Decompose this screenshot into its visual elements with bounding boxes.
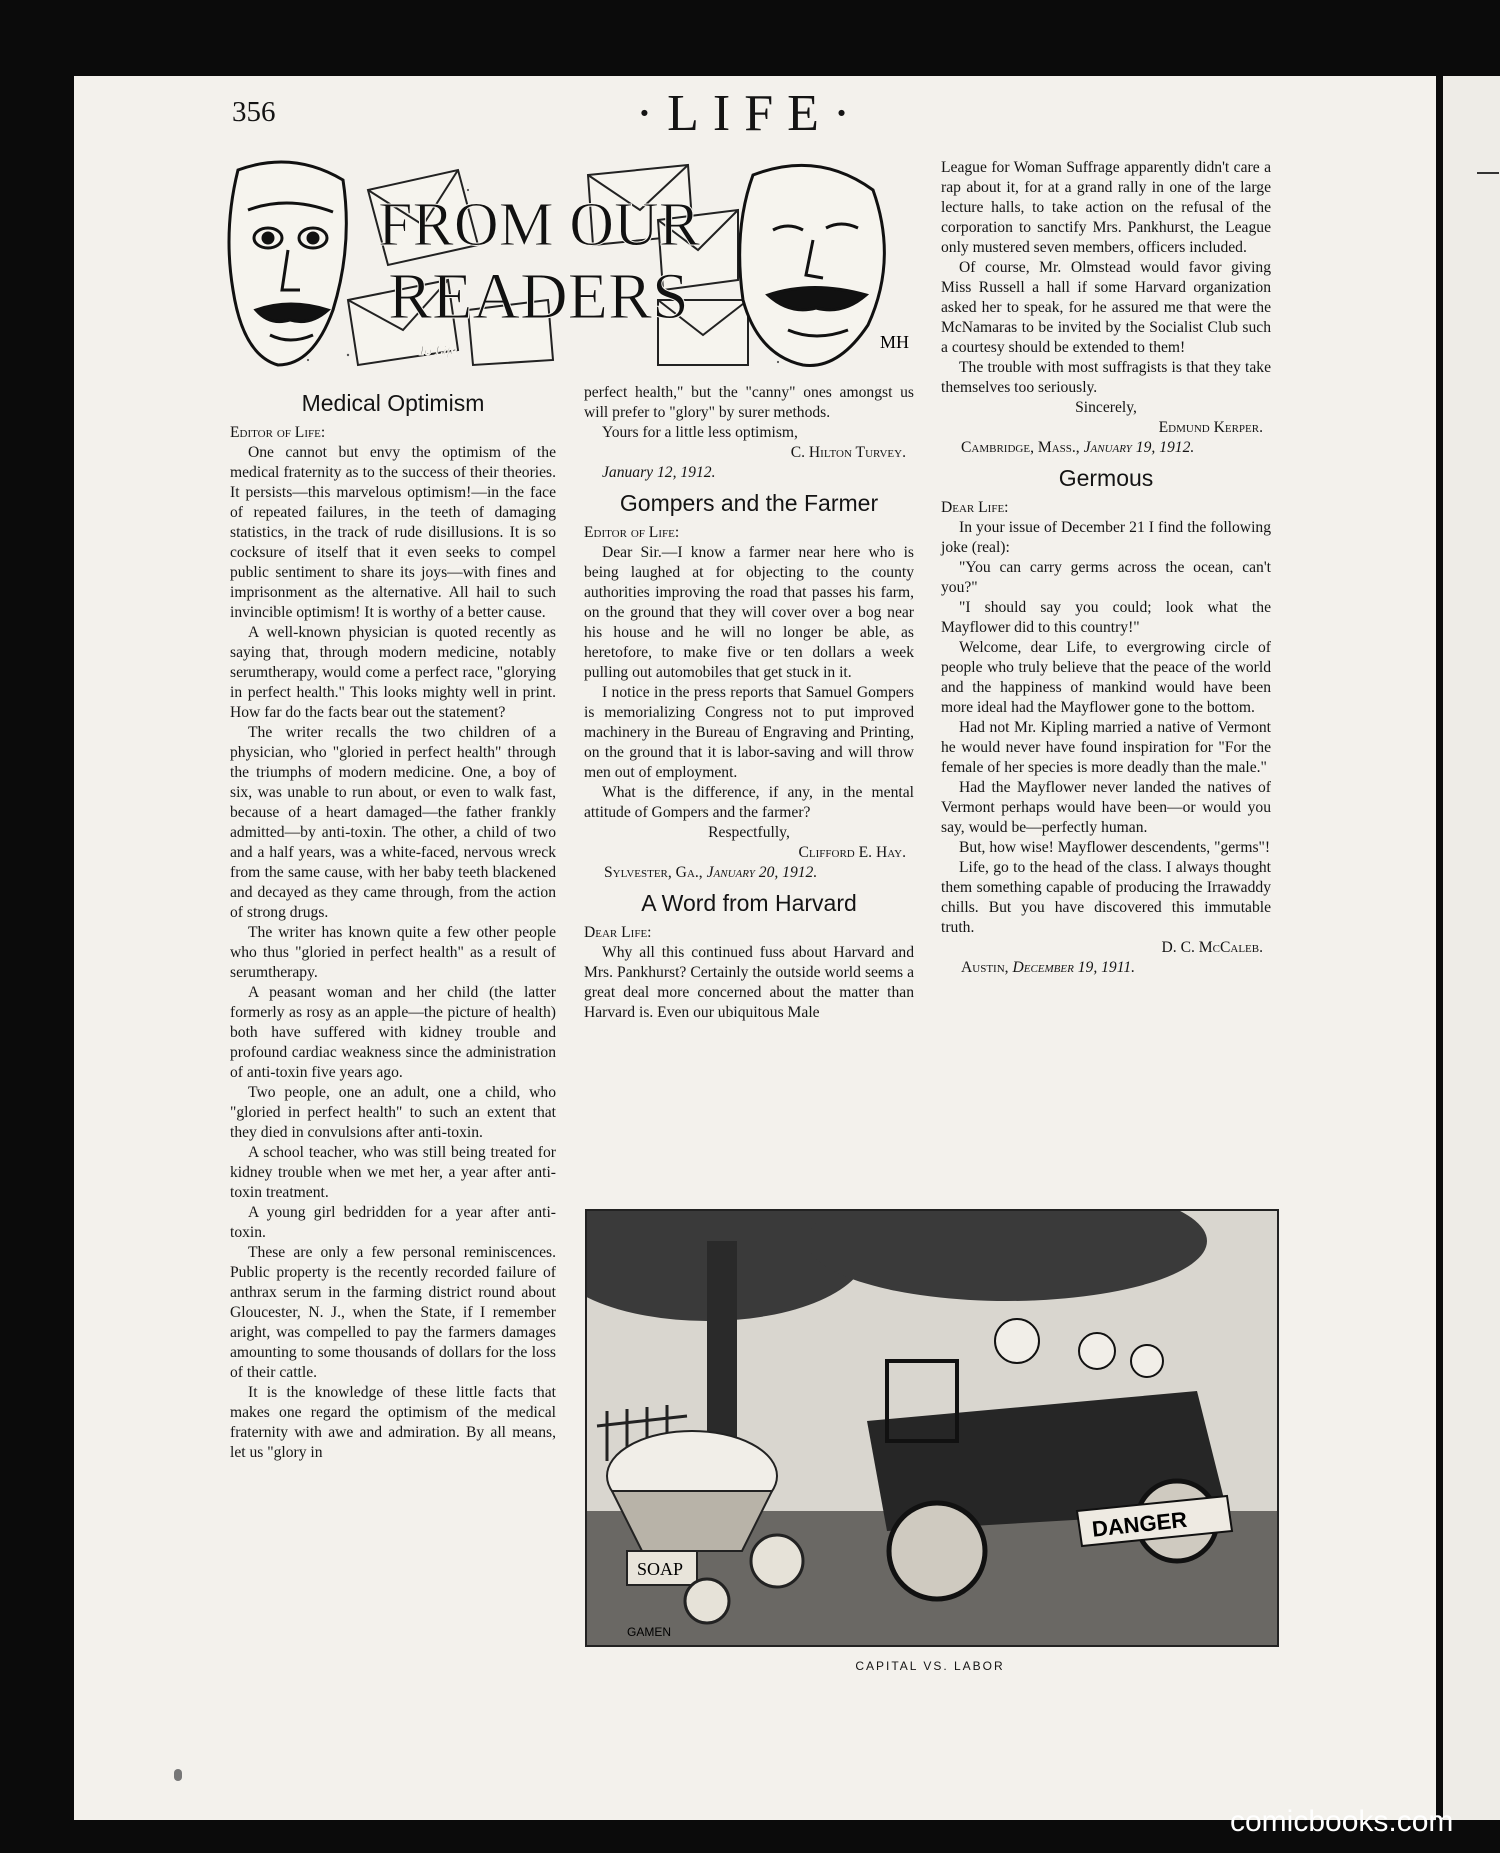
paragraph: It is the knowledge of these little facts that makes one regard the optimism of the medical fraternity with awe and admiration. By all means, let us "glory in bbox=[230, 1384, 556, 1461]
paragraph: In your issue of December 21 I find the following joke (real): bbox=[941, 519, 1271, 556]
facing-page-edge bbox=[1443, 76, 1500, 1820]
article-heading: Germous bbox=[1058, 465, 1154, 491]
paragraph: "You can carry germs across the ocean, can't you?" bbox=[941, 559, 1271, 596]
svg-text:READERS: READERS bbox=[388, 260, 689, 333]
site-watermark: comicbooks.com bbox=[1230, 1805, 1454, 1838]
cartoon-caption: CAPITAL VS. LABOR bbox=[855, 1659, 1005, 1673]
page-number: 356 bbox=[232, 96, 276, 128]
paragraph-continuation: League for Woman Suffrage apparently didn't care a rap about it, for at a grand rally in one of the large lecture halls, to take action on the refusal of the corporation to sanctify Mrs. Pankhurst, the League only mustered seven members, officers included. bbox=[941, 159, 1271, 256]
letter-place-date: Sylvester, Ga., January 20, 1912. bbox=[604, 864, 818, 881]
salutation: Editor of Life: bbox=[584, 524, 680, 541]
article-heading: A Word from Harvard bbox=[641, 890, 857, 916]
paragraph: Had the Mayflower never landed the natives of Vermont perhaps would have been—or would you say, would be—perfectly human. bbox=[941, 779, 1271, 836]
salutation: Dear Life: bbox=[584, 924, 652, 941]
paragraph: The trouble with most suffragists is that they take themselves too seriously. bbox=[941, 359, 1271, 396]
closing: Yours for a little less optimism, bbox=[602, 424, 798, 441]
article-heading: Gompers and the Farmer bbox=[619, 490, 879, 516]
paragraph: Two people, one an adult, one a child, who "gloried in perfect health" to such an extent that they died in convulsions after anti-toxin. bbox=[230, 1084, 556, 1141]
cartoon-artist-signature: GAMEN bbox=[627, 1625, 672, 1639]
edge-mark bbox=[1477, 172, 1499, 174]
closing: Sincerely, bbox=[1075, 399, 1137, 416]
signature: D. C. McCaleb. bbox=[1161, 939, 1263, 956]
paragraph: But, how wise! Mayflower descendents, "germs"! bbox=[959, 839, 1271, 856]
paragraph: Dear Sir.—I know a farmer near here who is being laughed at for objecting to the county authorities improving the road that passes his farm, on the ground that they will cover over a bog near his house and he will no longer be able, as heretofore, to make five or ten dollars a week pulling out automobiles that get stuck in it. bbox=[584, 544, 914, 681]
paragraph: The writer has known quite a few other people who thus "gloried in perfect health" as a result of serumtherapy. bbox=[230, 924, 556, 981]
salutation: Editor of Life: bbox=[230, 424, 326, 441]
column-medical-optimism bbox=[230, 383, 556, 1463]
paragraph-continuation: perfect health," but the "canny" ones amongst us will prefer to "glory" by surer methods. bbox=[584, 384, 914, 421]
paragraph: The writer recalls the two children of a physician, who "gloried in perfect health" through the triumphs of modern medicine. One, a boy of six, was unable to run about, or even to walk fast, because of a heart damaged—the father frankly admitted—by anti-toxin. The other, a child of two and a half years, was a white-faced, nervous wreck from the same cause, with her baby teeth blackened and decayed as they came through, from the action of strong drugs. bbox=[230, 724, 556, 921]
svg-text:FROM OUR: FROM OUR bbox=[378, 191, 701, 259]
paragraph: Of course, Mr. Olmstead would favor giving Miss Russell a hall if some Harvard organization asked her to speak, for he assured me that were the McNamaras to be invited by the Socialist Club such a courtesy should be extended to them! bbox=[941, 259, 1271, 356]
signature: Clifford E. Hay. bbox=[798, 844, 906, 861]
left-face-caricature bbox=[229, 162, 346, 365]
paragraph: Life, go to the head of the class. I always thought them something capable of producing the Irrawaddy chills. But you have discovered this immutable truth. bbox=[941, 859, 1271, 936]
paragraph: A well-known physician is quoted recently as saying that, through modern medicine, notably serumtherapy, would come a perfect race, "glorying in perfect health." This looks mighty well in print. How far do the facts bear out the statement? bbox=[230, 624, 556, 721]
paragraph: A young girl bedridden for a year after anti-toxin. bbox=[230, 1204, 556, 1241]
from-our-readers-banner bbox=[218, 150, 918, 375]
paragraph: One cannot but envy the optimism of the medical fraternity as to the success of their theories. It persists—this marvelous optimism!—in the face of repeated failures, in the teeth of damaging statistics, in the track of rude disillusions. It is so cocksure of itself that it even seeks to compel public sentiment to share its joys—with fines and imprisonment as the alternative. All hail to such invincible optimism! It is worthy of a better cause. bbox=[230, 444, 556, 621]
closing: Respectfully, bbox=[708, 824, 790, 841]
paragraph: These are only a few personal reminiscences. Public property is the recently recorded failure of anthrax serum in the farming district round about Gloucester, N. J., when the State, if I remember aright, was compelled to pay the farmers damages amounting to some thousands of dollars for the loss of their cattle. bbox=[230, 1244, 556, 1381]
column-right bbox=[941, 158, 1271, 978]
paragraph: A peasant woman and her child (the latter formerly as rosy as an apple—the picture of health) both have suffered with kidney trouble and profound cardiac weakness since the administration of anti-toxin five years ago. bbox=[230, 984, 556, 1081]
masthead-title: ·LIFE· bbox=[635, 85, 865, 142]
column-middle bbox=[584, 383, 914, 1023]
paragraph: What is the difference, if any, in the mental attitude of Gompers and the farmer? bbox=[584, 784, 914, 821]
letter-date: January 12, 1912. bbox=[602, 464, 716, 481]
letter-place-date: Cambridge, Mass., January 19, 1912. bbox=[961, 439, 1195, 456]
svg-text:To Life: To Life bbox=[418, 344, 457, 359]
article-heading: Medical Optimism bbox=[301, 390, 485, 416]
signature: Edmund Kerper. bbox=[1158, 419, 1263, 436]
right-face-caricature bbox=[740, 165, 885, 365]
paragraph: A school teacher, who was still being treated for kidney trouble when we met her, a year after anti-toxin treatment. bbox=[230, 1144, 556, 1201]
paragraph: Why all this continued fuss about Harvard and Mrs. Pankhurst? Certainly the outside world seems a great deal more concerned about the matter than Harvard is. Even our ubiquitous Male bbox=[584, 944, 914, 1021]
paragraph: Welcome, dear Life, to evergrowing circle of people who truly believe that the peace of the world and the happiness of mankind would have been more ideal had the Mayflower gone to the bottom. bbox=[941, 639, 1271, 716]
letter-place-date: Austin, December 19, 1911. bbox=[961, 959, 1136, 976]
paragraph: I notice in the press reports that Samuel Gompers is memorializing Congress not to put improved machinery in the Bureau of Engraving and Printing, on the ground that it is labor-saving and will throw men out of employment. bbox=[584, 684, 914, 781]
scan-speck bbox=[174, 1769, 182, 1781]
capital-vs-labor-cartoon bbox=[585, 1209, 1279, 1647]
paragraph: "I should say you could; look what the Mayflower did to this country!" bbox=[941, 599, 1271, 636]
banner-artist-mark: MH bbox=[880, 332, 910, 352]
salutation: Dear Life: bbox=[941, 499, 1009, 516]
paragraph: Had not Mr. Kipling married a native of Vermont he would never have found inspiration for "For the female of her species is more deadly than the male." bbox=[941, 719, 1271, 776]
svg-text:SOAP: SOAP bbox=[637, 1559, 684, 1579]
svg-text:DANGER: DANGER bbox=[1090, 1506, 1189, 1542]
signature: C. Hilton Turvey. bbox=[790, 444, 906, 461]
